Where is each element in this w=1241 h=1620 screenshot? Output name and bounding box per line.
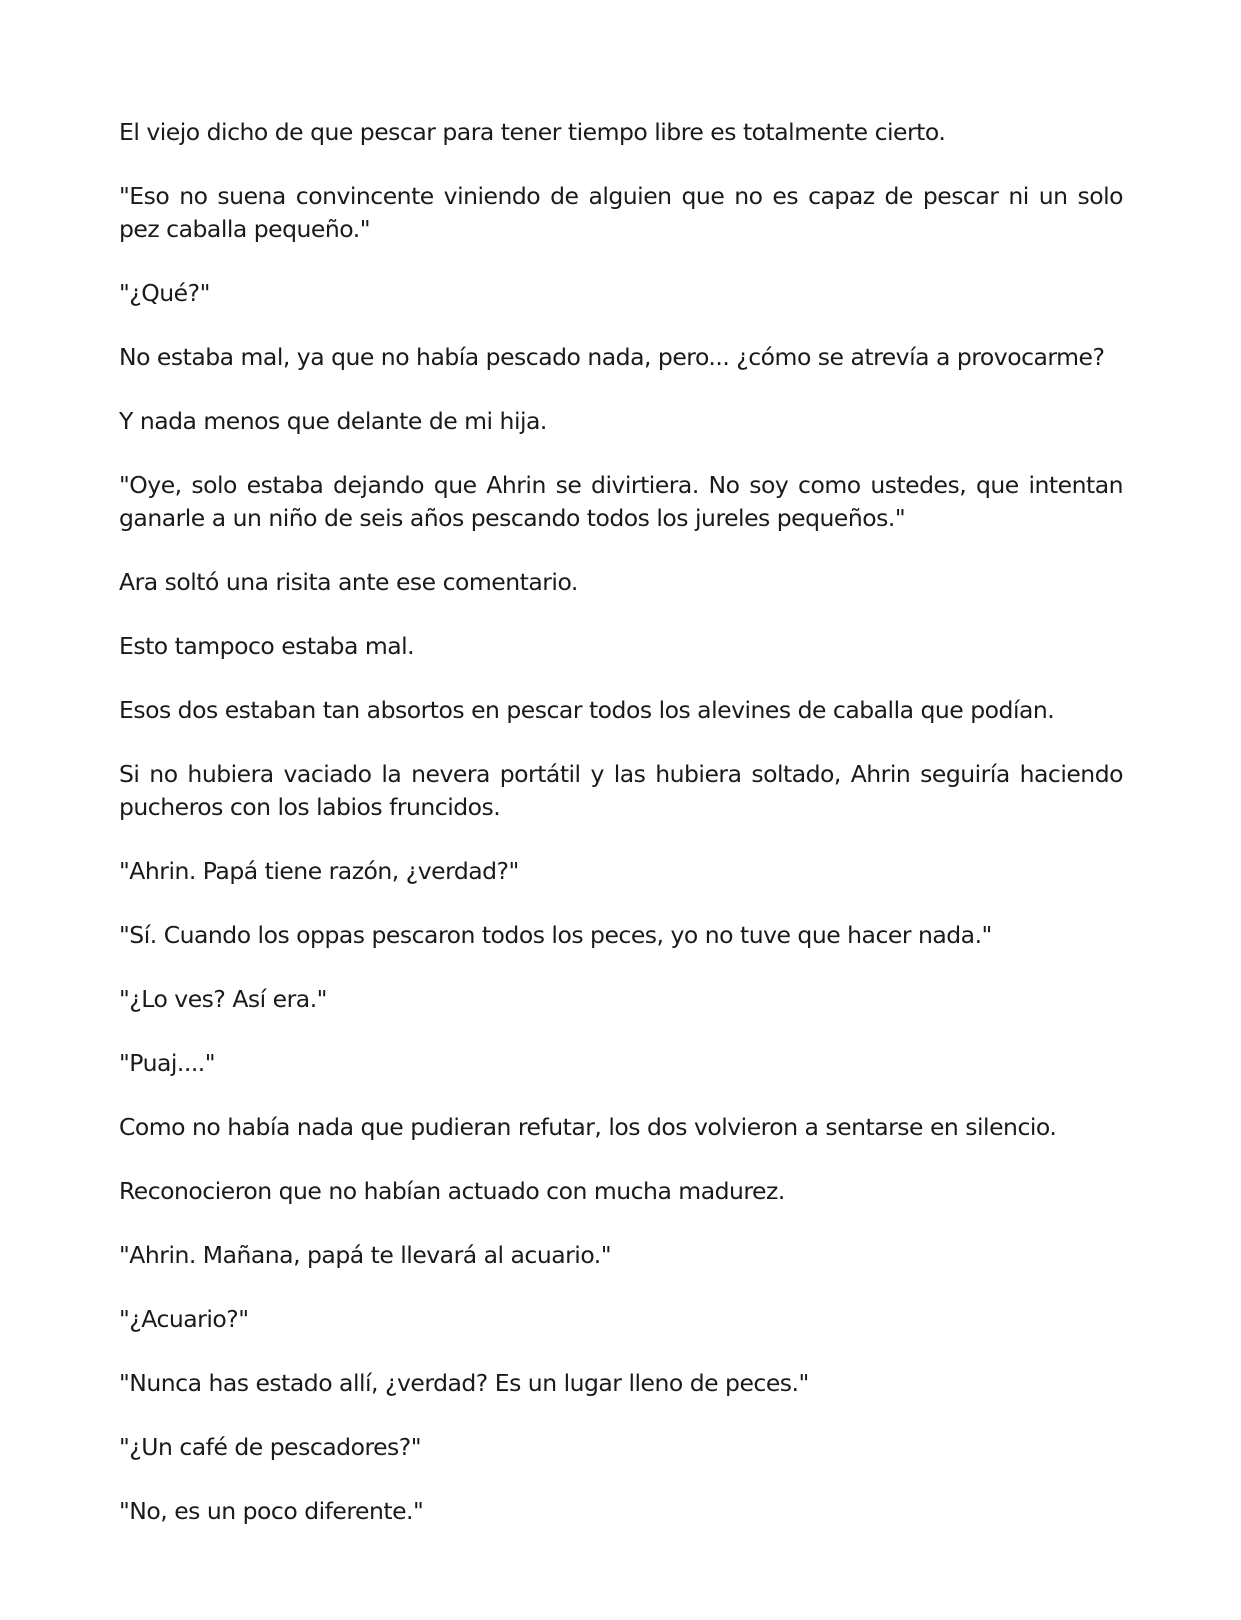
paragraph: "Puaj...."	[119, 1049, 216, 1077]
paragraph: Esto tampoco estaba mal.	[119, 632, 415, 660]
paragraph: "Sí. Cuando los oppas pescaron todos los peces, yo no tuve que hacer nada."	[119, 921, 992, 949]
paragraph: "¿Lo ves? Así era."	[119, 985, 327, 1013]
paragraph: "¿Un café de pescadores?"	[119, 1433, 422, 1461]
paragraph: Esos dos estaban tan absortos en pescar todos los alevines de caballa que podían.	[119, 696, 1055, 724]
paragraph: Ara soltó una risita ante ese comentario.	[119, 568, 578, 596]
paragraph: No estaba mal, ya que no había pescado nada, pero... ¿cómo se atrevía a provocarme?	[119, 343, 1105, 371]
paragraph: "Ahrin. Mañana, papá te llevará al acuario."	[119, 1241, 612, 1269]
paragraph: Si no hubiera vaciado la nevera portátil y las hubiera soltado, Ahrin seguiría haciendo pucheros con los labios fruncidos.	[119, 760, 1123, 821]
paragraph: "¿Qué?"	[119, 279, 210, 307]
paragraph: "¿Acuario?"	[119, 1305, 249, 1333]
paragraph: "No, es un poco diferente."	[119, 1497, 424, 1525]
paragraph: Reconocieron que no habían actuado con mucha madurez.	[119, 1177, 785, 1205]
paragraph: Y nada menos que delante de mi hija.	[119, 407, 547, 435]
paragraph: "Ahrin. Papá tiene razón, ¿verdad?"	[119, 857, 519, 885]
document-body	[119, 116, 1123, 1559]
paragraph: El viejo dicho de que pescar para tener tiempo libre es totalmente cierto.	[119, 118, 946, 146]
paragraph: "Eso no suena convincente viniendo de alguien que no es capaz de pescar ni un solo pez caballa pequeño."	[119, 182, 1123, 243]
paragraph: Como no había nada que pudieran refutar, los dos volvieron a sentarse en silencio.	[119, 1113, 1057, 1141]
paragraph: "Oye, solo estaba dejando que Ahrin se divirtiera. No soy como ustedes, que intentan ganarle a un niño de seis años pescando todos los jureles pequeños."	[119, 471, 1123, 532]
paragraph: "Nunca has estado allí, ¿verdad? Es un lugar lleno de peces."	[119, 1369, 809, 1397]
